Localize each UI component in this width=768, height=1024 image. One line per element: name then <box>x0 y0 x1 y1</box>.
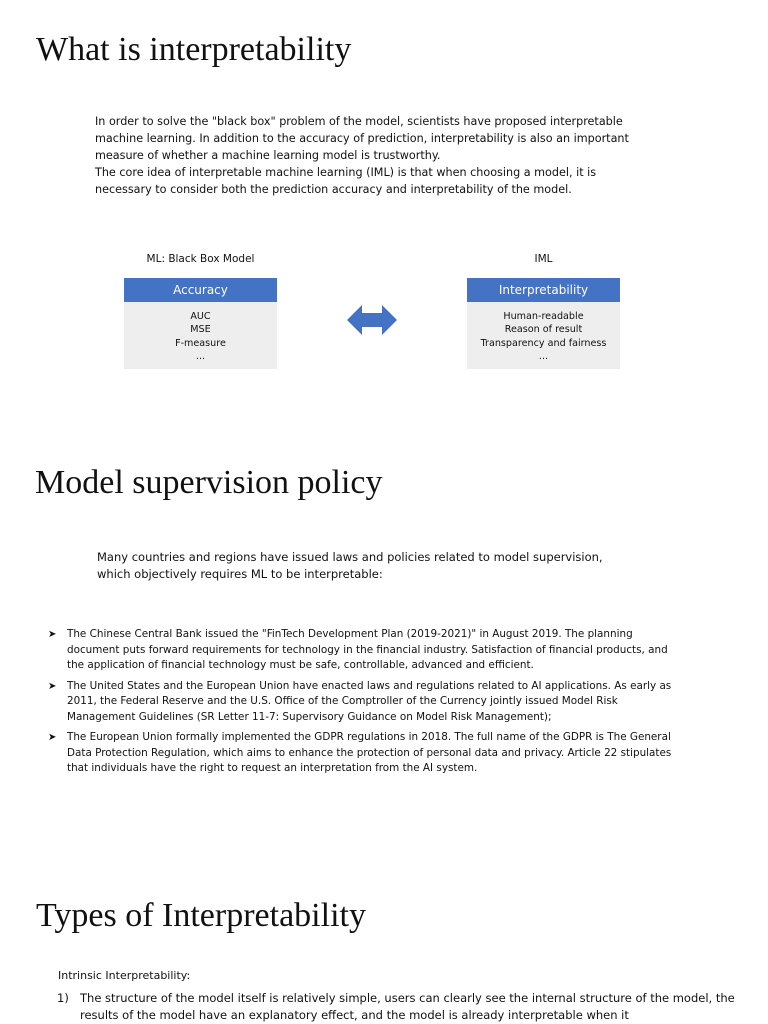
accuracy-item: F-measure <box>175 337 226 349</box>
section-title-types: Types of Interpretability <box>36 897 366 934</box>
intrinsic-subheading: Intrinsic Interpretability: <box>58 969 191 982</box>
intrinsic-item-text: The structure of the model itself is relatively simple, users can clearly see the internal structure of the model, the results of the model have an explanatory effect, and the model is already interpretable when it <box>80 991 735 1022</box>
accuracy-card-body <box>124 302 277 369</box>
interpretability-item: ... <box>538 351 549 363</box>
section-title-supervision: Model supervision policy <box>35 464 383 501</box>
iml-caption: IML <box>534 253 553 265</box>
interpretability-item: Human-readable <box>503 311 584 322</box>
policy-bullet-item <box>48 627 688 674</box>
interpretability-card-body <box>467 302 620 369</box>
interpretability-card <box>467 278 620 369</box>
arrow-bullet-icon: ➤ <box>48 732 57 743</box>
arrow-bullet-icon: ➤ <box>48 680 57 692</box>
section-title-interpretability: What is interpretability <box>36 31 352 68</box>
policy-bullet-text: The Chinese Central Bank issued the "FinTech Development Plan (2019-2021)" in August 2019. The planning document puts forward requirements for technology in the financial industry. Satisfaction of financial products, and the application of financial technology must be safe, controllable, advanced and efficient. <box>67 628 668 671</box>
intrinsic-list-item <box>57 990 735 1024</box>
policy-bullet-item <box>48 679 688 726</box>
black-box-caption: ML: Black Box Model <box>146 253 255 265</box>
interpretability-item: Reason of result <box>504 324 583 336</box>
accuracy-item: MSE <box>190 324 211 336</box>
policy-bullet-item <box>48 730 688 777</box>
accuracy-item: AUC <box>190 311 211 322</box>
intro-paragraph-1: In order to solve the "black box" problem of the model, scientists have proposed interpretable machine learning. In addition to the accuracy of prediction, interpretability is also an important measure of whether a machine learning model is trustworthy. <box>95 115 629 162</box>
supervision-intro: Many countries and regions have issued laws and policies related to model supervision, which objectively requires ML to be interpretable: <box>97 550 603 581</box>
policy-bullet-text: The European Union formally implemented the GDPR regulations in 2018. The full name of the GDPR is The General Data Protection Regulation, which aims to enhance the protection of personal data and privacy. Article 22 stipulates that individuals have the right to request an interpretation from the AI system. <box>67 731 672 774</box>
double-arrow-icon <box>346 303 398 337</box>
accuracy-item: ... <box>195 351 206 363</box>
interpretability-card-header: Interpretability <box>467 278 620 302</box>
policy-bullet-text: The United States and the European Union have enacted laws and regulations related to AI applications. As early as 2011, the Federal Reserve and the U.S. Office of the Comptroller of the Currency jointly issued Model Risk Management Guidelines (SR Letter 11-7: Supervisory Guidance on Model Risk Management); <box>67 679 672 723</box>
list-number: 1) <box>57 991 69 1005</box>
arrow-bullet-icon: ➤ <box>48 629 57 640</box>
accuracy-card-header: Accuracy <box>124 278 277 302</box>
intro-paragraph <box>95 113 655 198</box>
policy-bullet-list <box>48 627 688 782</box>
intro-paragraph-2: The core idea of interpretable machine learning (IML) is that when choosing a model, it is necessary to consider both the prediction accuracy and interpretability of the model. <box>95 166 597 196</box>
accuracy-card <box>124 278 277 369</box>
interpretability-item: Transparency and fairness <box>480 337 607 349</box>
